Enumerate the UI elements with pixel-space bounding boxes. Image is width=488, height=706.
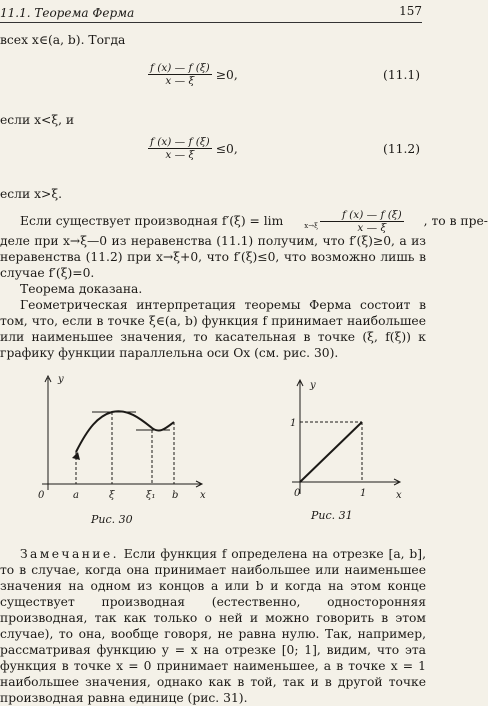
remark-paragraph bbox=[0, 546, 426, 706]
caption-fig-30: Рис. 30 bbox=[91, 513, 133, 526]
proof-done: Теорема доказана. bbox=[20, 282, 143, 296]
one-x-label: 1 bbox=[360, 488, 367, 499]
xi1-label: ξ₁ bbox=[146, 490, 156, 501]
y-label: y bbox=[58, 374, 64, 385]
paragraph-limit: деле при x→ξ—0 из неравенства (11.1) получим, что f′(ξ)≥0, а из неравенства (11.2) при x→ξ+0, что f′(ξ)≤0, что возможно лишь в случае f′(ξ)=0. bbox=[0, 234, 426, 280]
fraction: $\frac{f (x) — f (\xi)}{x — \xi}$ bbox=[320, 209, 404, 234]
line-if-less: если x<ξ, и bbox=[0, 113, 75, 127]
xi-label: ξ bbox=[109, 490, 115, 501]
equation-11-2: $\frac{f (x) — f (\xi)}{x — \xi}$ ≤0, (11.2) bbox=[150, 136, 420, 161]
caption-fig-31: Рис. 31 bbox=[311, 509, 353, 522]
fraction: $\frac{f (x) — f (\xi)}{x — \xi}$ bbox=[150, 136, 210, 161]
equation-11-1: $\frac{f (x) — f (\xi)}{x — \xi}$ ≥0, (11.1) bbox=[150, 62, 420, 87]
figure-30 bbox=[36, 372, 216, 502]
equation-number: (11.2) bbox=[383, 142, 420, 156]
y-label: y bbox=[310, 380, 316, 391]
x-label: x bbox=[396, 490, 402, 501]
line-all-x: всех x∈(a, b). Тогда bbox=[0, 33, 126, 47]
x-label: x bbox=[200, 490, 206, 501]
a-label: a bbox=[73, 490, 79, 501]
figure-31 bbox=[282, 376, 412, 506]
origin-label: 0 bbox=[294, 488, 301, 499]
running-header: 11.1. Теорема Ферма bbox=[0, 6, 135, 20]
page-number: 157 bbox=[399, 4, 422, 18]
remark-heading: Замечание. bbox=[20, 547, 119, 561]
derivative-line: Если существует производная f′(ξ) = lim x→ξ $\frac{f (x) — f (\xi)}{x — \xi}$ , то в пре- bbox=[20, 208, 488, 234]
remark-text: Если функция f определена на отрезке [a, b], то в случае, когда она принимает наибольшее или наименьшее значения на одном из концов a или b и когда на этом конце существует производная (естественно, односторонняя производная, так как только о ней и можно говорить в этом случае), то она, вообще говоря, не равна нулю. Так, например, рассматривая функцию y = x на отрезке [0; 1], видим, что эта функция в точке x = 0 принимает наименьшее, а в точке x = 1 наибольшее значения, однако как в той, так и в другой точке производная равна единице (рис. 31). bbox=[0, 547, 426, 705]
line-if-greater: если x>ξ. bbox=[0, 187, 63, 201]
one-y-label: 1 bbox=[290, 418, 297, 429]
function-graph bbox=[76, 411, 174, 452]
header-rule bbox=[0, 22, 422, 23]
paragraph-geometric: Геометрическая интерпретация теоремы Ферма состоит в том, что, если в точке ξ∈(a, b) функция f принимает наибольшее или наименьшее значения, то касательная в точке (ξ, f(ξ)) к графику функции параллельна оси Ox (см. рис. 30). bbox=[0, 298, 426, 360]
fraction: $\frac{f (x) — f (\xi)}{x — \xi}$ bbox=[150, 62, 210, 87]
origin-label: 0 bbox=[38, 490, 45, 501]
graph-y-equals-x bbox=[300, 422, 362, 482]
b-label: b bbox=[172, 490, 179, 501]
equation-number: (11.1) bbox=[383, 68, 420, 82]
